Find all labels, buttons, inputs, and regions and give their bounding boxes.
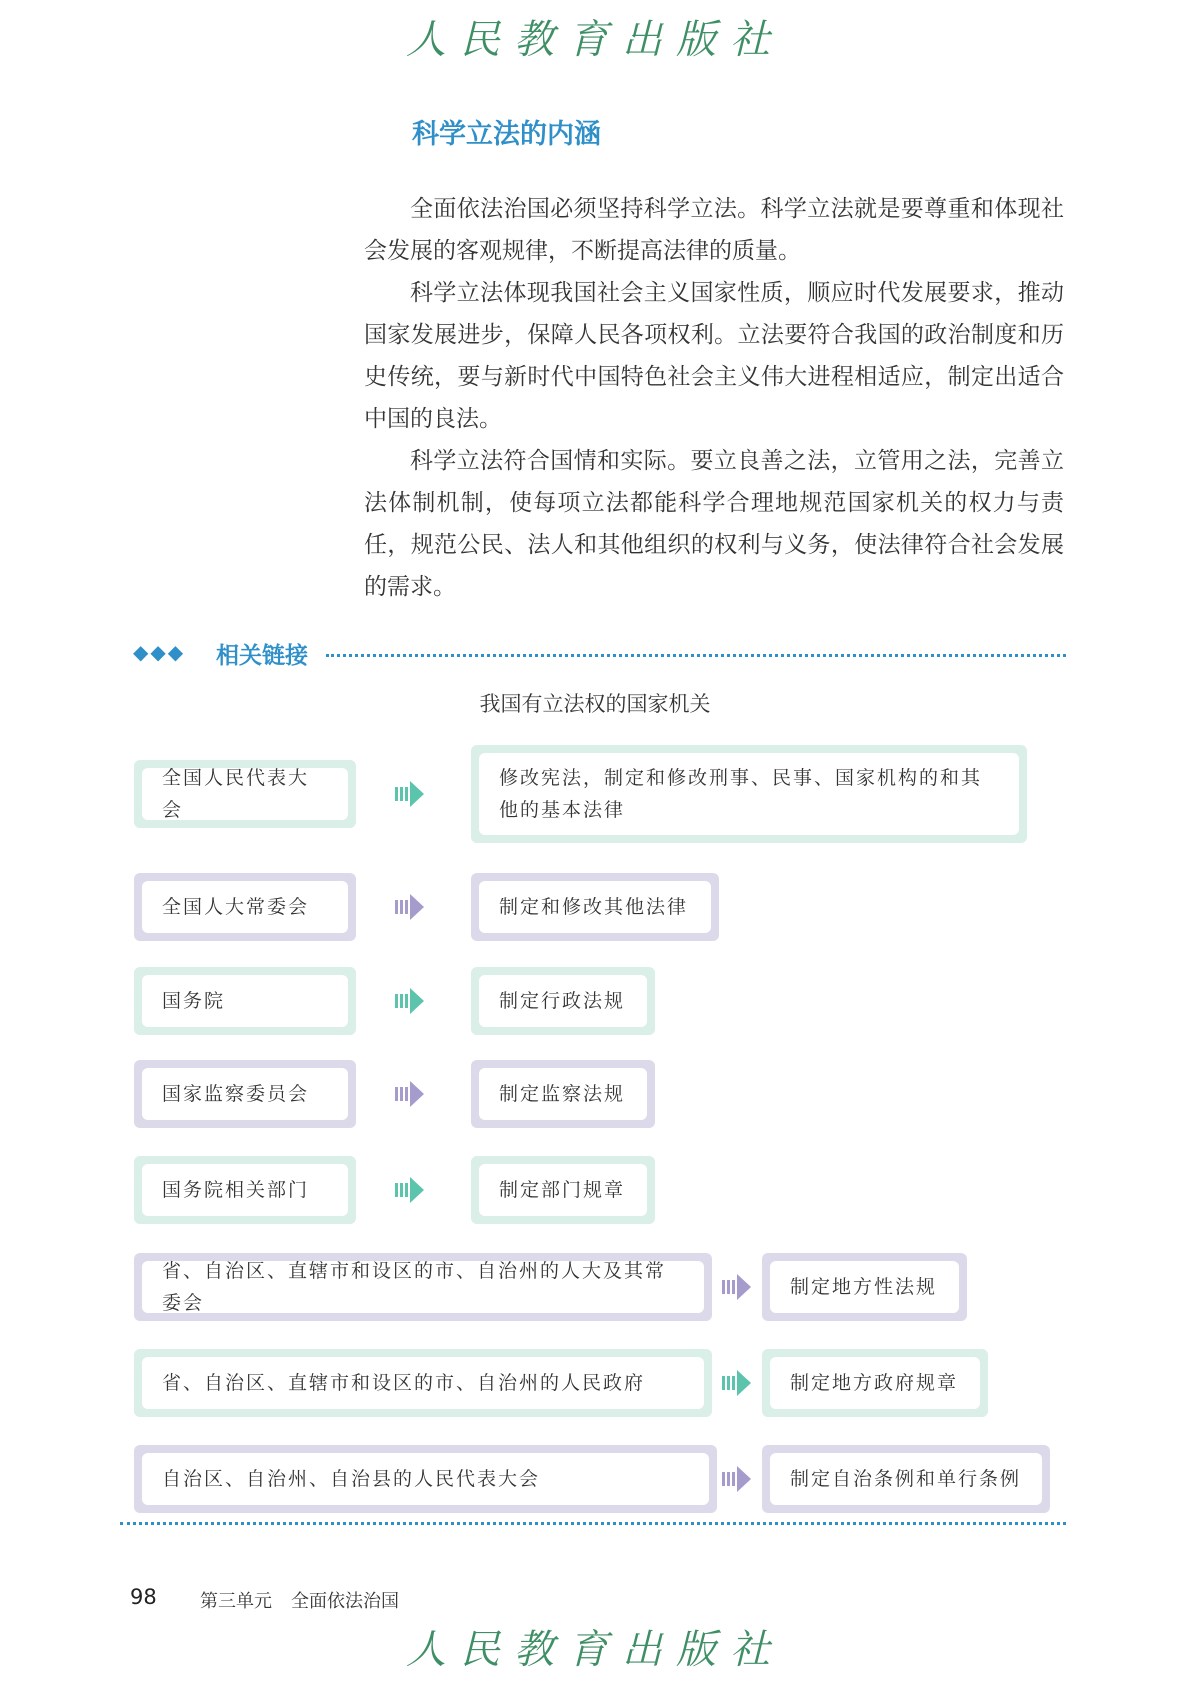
diagram-title: 我国有立法权的国家机关 [479, 692, 711, 716]
publisher-logo-bottom: 人民教育出版社 [406, 1627, 784, 1673]
organ-label: 国务院相关部门 [142, 1164, 348, 1216]
organ-box [134, 967, 356, 1035]
paragraph: 科学立法符合国情和实际。要立良善之法，立管用之法，完善立法体制机制，使每项立法都能科学合理地规范国家机关的权力与责任，规范公民、法人和其他组织的权利与义务，使法律符合社会发展的需求。 [364, 448, 1064, 600]
arrow-icon [395, 779, 427, 809]
power-box [762, 1253, 967, 1321]
organ-label: 全国人民代表大会 [142, 768, 348, 820]
organ-box [134, 1253, 712, 1321]
organ-label: 全国人大常委会 [142, 881, 348, 933]
power-box [471, 745, 1027, 843]
related-link-label: 相关链接 [216, 643, 308, 669]
organ-label: 国务院 [142, 975, 348, 1027]
organ-box [134, 873, 356, 941]
power-box [471, 967, 655, 1035]
power-box [762, 1349, 988, 1417]
arrow-icon [722, 1272, 754, 1302]
arrow-icon [722, 1464, 754, 1494]
power-label: 制定和修改其他法律 [479, 881, 711, 933]
organ-box [134, 1349, 712, 1417]
organ-label: 省、自治区、直辖市和设区的市、自治州的人民政府 [142, 1357, 704, 1409]
organ-box [134, 1445, 717, 1513]
power-label: 制定地方性法规 [770, 1261, 959, 1313]
body-text [364, 188, 1064, 608]
arrow-icon [395, 986, 427, 1016]
power-label: 制定监察法规 [479, 1068, 647, 1120]
power-label: 制定地方政府规章 [770, 1357, 980, 1409]
organ-label: 省、自治区、直辖市和设区的市、自治州的人大及其常委会 [142, 1261, 704, 1313]
publisher-logo-top: 人民教育出版社 [406, 17, 784, 63]
organ-label: 国家监察委员会 [142, 1068, 348, 1120]
power-box [471, 1156, 655, 1224]
unit-title: 全面依法治国 [291, 1591, 399, 1612]
section-title: 科学立法的内涵 [412, 119, 601, 150]
page-number: 98 [130, 1585, 157, 1609]
power-label: 制定部门规章 [479, 1164, 647, 1216]
paragraph: 全面依法治国必须坚持科学立法。科学立法就是要尊重和体现社会发展的客观规律，不断提高法律的质量。 [364, 196, 1064, 264]
arrow-icon [395, 1175, 427, 1205]
arrow-icon [395, 892, 427, 922]
power-box [762, 1445, 1050, 1513]
unit-label: 第三单元 [200, 1591, 272, 1612]
related-link-header [133, 638, 1066, 672]
power-label: 制定行政法规 [479, 975, 647, 1027]
dotted-divider-bottom [120, 1522, 1066, 1525]
power-box [471, 1060, 655, 1128]
arrow-icon [395, 1079, 427, 1109]
organ-box [134, 1156, 356, 1224]
paragraph: 科学立法体现我国社会主义国家性质，顺应时代发展要求，推动国家发展进步，保障人民各项权利。立法要符合我国的政治制度和历史传统，要与新时代中国特色社会主义伟大进程相适应，制定出适合中国的良法。 [364, 280, 1064, 432]
organ-label: 自治区、自治州、自治县的人民代表大会 [142, 1453, 709, 1505]
organ-box [134, 760, 356, 828]
dotted-divider [326, 654, 1066, 657]
power-label: 修改宪法，制定和修改刑事、民事、国家机构的和其他的基本法律 [479, 753, 1019, 835]
arrow-icon [722, 1368, 754, 1398]
power-box [471, 873, 719, 941]
organ-box [134, 1060, 356, 1128]
power-label: 制定自治条例和单行条例 [770, 1453, 1042, 1505]
diamond-icon: ◆◆◆ [133, 640, 186, 664]
